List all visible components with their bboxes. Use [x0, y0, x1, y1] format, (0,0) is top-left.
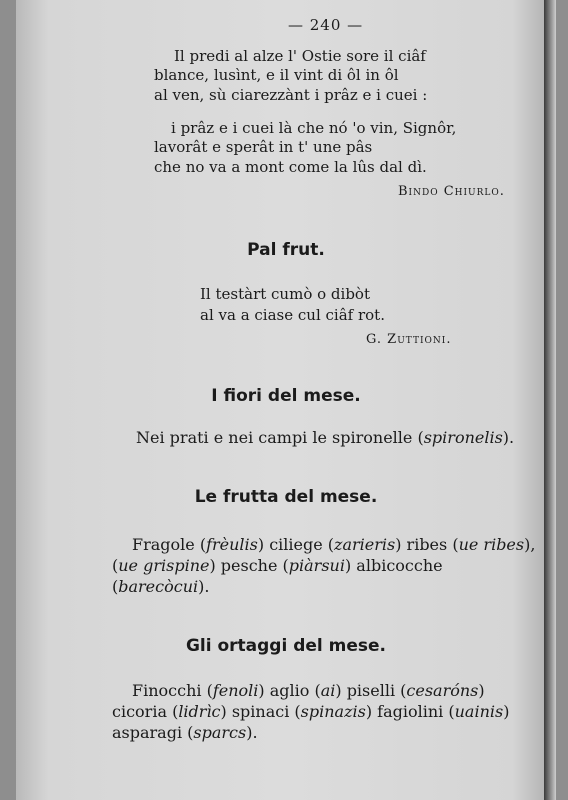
fiori-text-b: ).	[502, 428, 515, 447]
dialect-term: sparcs	[193, 723, 247, 742]
poem-line: blance, lusìnt, e il vint di ôl in ôl	[154, 66, 399, 84]
poem-line: i prâz e i cuei là che nó 'o vin, Signôr,	[171, 119, 457, 137]
rhyme-line: Il testàrt cumò o dibòt	[200, 285, 370, 303]
page-number: — 240 —	[288, 16, 364, 34]
poem-line: che no va a mont come la lûs dal dì.	[154, 158, 427, 176]
text-run: ) ciliege (	[257, 535, 335, 554]
rhyme-line: al va a ciase cul ciâf rot.	[200, 306, 385, 324]
section-heading-frutta: Le frutta del mese.	[194, 487, 378, 507]
text-run: ) spinaci (	[220, 702, 301, 721]
rhyme-author: G. Zuttioni.	[366, 332, 452, 347]
text-run: ), (	[112, 535, 536, 575]
dialect-term: spinazis	[300, 702, 366, 721]
text-run: ) pesche (	[209, 556, 289, 575]
dialect-term: lidrìc	[178, 702, 221, 721]
frutta-paragraph	[112, 534, 538, 597]
poem-author: Bindo Chiurlo.	[398, 184, 505, 199]
text-run: ).	[198, 577, 210, 596]
book-page	[16, 0, 556, 800]
text-run: ).	[246, 723, 258, 742]
poem-line: Il predi al alze l' Ostie sore il ciâf	[174, 47, 426, 65]
text-run: ) piselli (	[335, 681, 407, 700]
text-run: Fragole (	[132, 535, 207, 554]
text-run: ) asparagi (	[112, 702, 510, 742]
dialect-term: zarieris	[334, 535, 396, 554]
dialect-term: fenoli	[212, 681, 259, 700]
ortaggi-paragraph	[112, 680, 538, 743]
fiori-text-a: Nei prati e nei campi le spironelle (	[136, 428, 424, 447]
fiori-text-italic: spironelis	[423, 428, 503, 447]
text-run: ) ribes (	[395, 535, 459, 554]
dialect-term: frèulis	[206, 535, 258, 554]
text-run: ) cicoria (	[112, 681, 485, 721]
dialect-term: uainis	[454, 702, 504, 721]
dialect-term: ue grispine	[118, 556, 210, 575]
text-run: Finocchi (	[132, 681, 213, 700]
dialect-term: cesaróns	[406, 681, 479, 700]
section-heading-fiori: I fiori del mese.	[211, 386, 361, 406]
dialect-term: ue ribes	[458, 535, 525, 554]
section-heading-ortaggi: Gli ortaggi del mese.	[185, 636, 387, 656]
poem-line: lavorât e sperât in t' une pâs	[154, 138, 373, 156]
text-run: ) fagiolini (	[365, 702, 455, 721]
dialect-term: ai	[320, 681, 336, 700]
section-heading-pal-frut: Pal frut.	[247, 240, 325, 260]
dialect-term: piàrsui	[288, 556, 345, 575]
text-run: ) aglio (	[258, 681, 321, 700]
fiori-text	[136, 428, 514, 447]
dialect-term: barecòcui	[118, 577, 199, 596]
poem-line: al ven, sù ciarezzànt i prâz e i cuei :	[154, 86, 428, 104]
text-run: ) albicocche (	[112, 556, 443, 596]
